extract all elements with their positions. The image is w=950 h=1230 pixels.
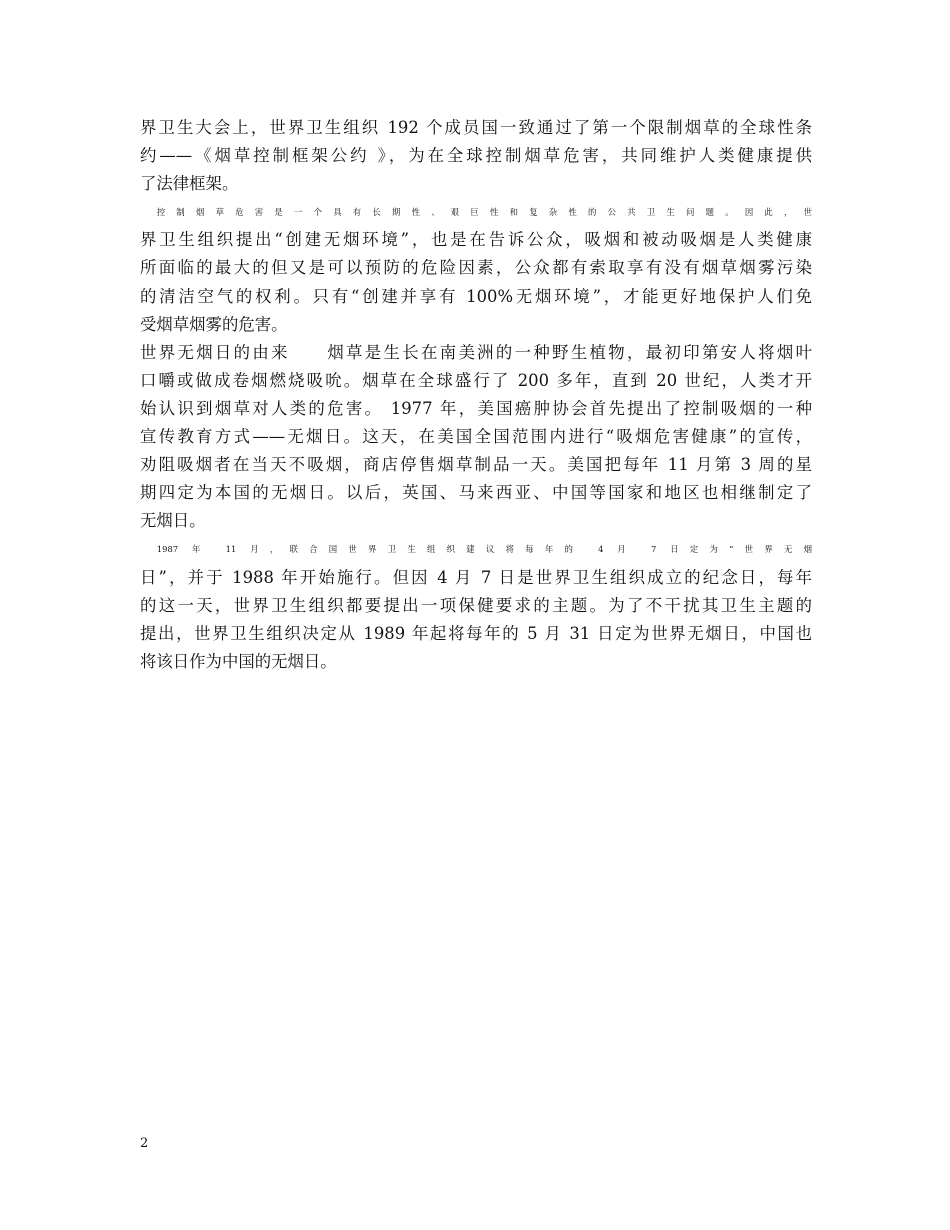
text-line: 无烟日。 bbox=[140, 511, 206, 531]
text-line: 口嚼或做成卷烟燃烧吸吮。烟草在全球盛行了 200 多年，直到 20 世纪，人类才开 bbox=[140, 370, 812, 390]
text-line: 日”，并于 1988 年开始施行。但因 4 月 7 日是世界卫生组织成立的纪念日，每年 bbox=[140, 567, 812, 587]
text-line: 将该日作为中国的无烟日。 bbox=[140, 651, 337, 671]
text-line: 所面临的最大的但又是可以预防的危险因素，公众都有索取享有没有烟草烟雾污染 bbox=[140, 258, 812, 278]
text-line: 的这一天，世界卫生组织都要提出一项保健要求的主题。为了不干扰其卫生主题的 bbox=[140, 595, 812, 615]
page-number: 2 bbox=[140, 1136, 149, 1151]
text-line: 的清洁空气的权利。只有“创建并享有 100%无烟环境”，才能更好地保护人们免 bbox=[140, 286, 812, 306]
paragraph-3 bbox=[140, 339, 812, 536]
paragraph-4 bbox=[140, 535, 812, 675]
text-line: 了法律框架。 bbox=[140, 174, 239, 194]
text-line: 期四定为本国的无烟日。以后，英国、马来西亚、中国等国家和地区也相继制定了 bbox=[140, 483, 812, 503]
text-line: 界卫生组织提出“创建无烟环境”，也是在告诉公众，吸烟和被动吸烟是人类健康 bbox=[140, 230, 812, 250]
text-line: 控制烟草危害是一个具有长期性、艰巨性和复杂性的公共卫生问题。因此，世 bbox=[156, 207, 812, 218]
text-line: 约——《烟草控制框架公约 》，为在全球控制烟草危害，共同维护人类健康提供 bbox=[140, 146, 812, 166]
document-body bbox=[140, 114, 812, 676]
paragraph-2 bbox=[140, 198, 812, 338]
paragraph-1 bbox=[140, 114, 812, 198]
text-line: 1987 年 11 月，联合国世界卫生组织建议将每年的 4 月 7 日定为“世界无烟 bbox=[156, 544, 812, 555]
text-line: 受烟草烟雾的危害。 bbox=[140, 314, 288, 334]
text-line: 劝阻吸烟者在当天不吸烟，商店停售烟草制品一天。美国把每年 11 月第 3 周的星 bbox=[140, 455, 812, 475]
text-line: 始认识到烟草对人类的危害。 1977 年，美国癌肿协会首先提出了控制吸烟的一种 bbox=[140, 398, 812, 418]
text-line: 宣传教育方式——无烟日。这天，在美国全国范围内进行“吸烟危害健康”的宣传， bbox=[140, 427, 812, 447]
text-line: 世界无烟日的由来 烟草是生长在南美洲的一种野生植物，最初印第安人将烟叶 bbox=[140, 342, 812, 362]
text-line: 提出，世界卫生组织决定从 1989 年起将每年的 5 月 31 日定为世界无烟日，中国也 bbox=[140, 623, 812, 643]
text-line: 界卫生大会上，世界卫生组织 192 个成员国一致通过了第一个限制烟草的全球性条 bbox=[140, 118, 812, 137]
